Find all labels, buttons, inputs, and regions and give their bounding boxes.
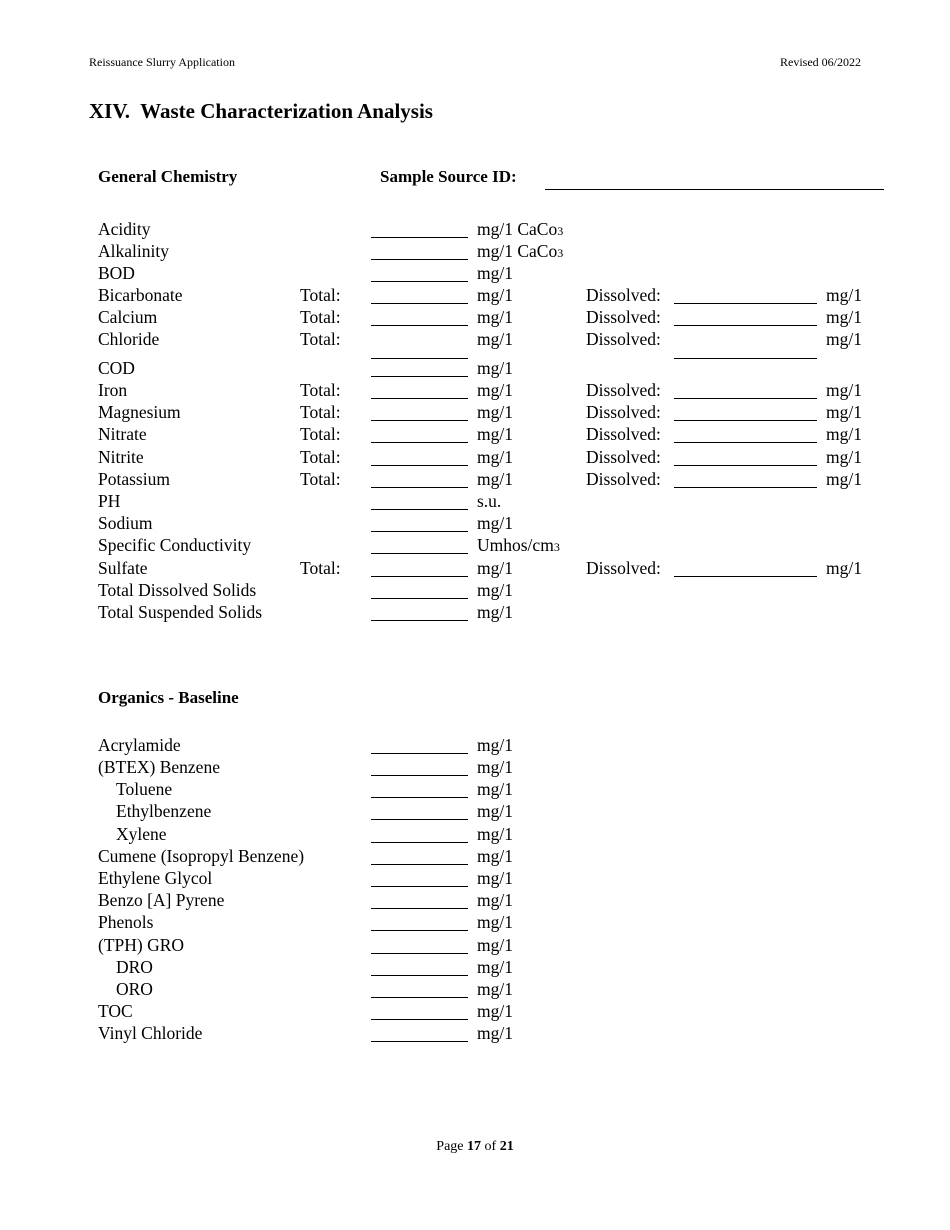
value-input[interactable]: [371, 513, 468, 532]
organics-heading: Organics - Baseline: [98, 688, 239, 707]
analyte-name: Total Dissolved Solids: [98, 580, 257, 600]
unit-label: [477, 801, 513, 822]
unit-text: mg/1: [477, 1001, 513, 1021]
analyte-name: Ethylbenzene: [116, 801, 212, 821]
unit-label: [477, 735, 513, 756]
unit-text: mg/1: [477, 263, 513, 283]
unit-label: [477, 535, 560, 556]
dissolved-label: Dissolved:: [586, 380, 661, 400]
dissolved-label: Dissolved:: [586, 402, 661, 422]
unit-subscript: 3: [553, 540, 560, 554]
analyte-row: [0, 912, 950, 934]
total-label: Total:: [300, 402, 341, 422]
analyte-name: BOD: [98, 263, 135, 283]
footer-of: of: [481, 1139, 500, 1154]
total-label: Total:: [300, 307, 341, 327]
unit-text: mg/1: [477, 358, 513, 378]
unit-text: mg/1: [477, 957, 513, 977]
dissolved-unit-label: mg/1: [826, 307, 862, 327]
analyte-name: Specific Conductivity: [98, 535, 252, 555]
analyte-row: [0, 358, 950, 380]
unit-label: [477, 580, 513, 601]
analyte-name: Acidity: [98, 219, 151, 239]
value-input[interactable]: [371, 779, 468, 798]
dissolved-value-input[interactable]: [674, 307, 817, 326]
dissolved-value-input[interactable]: [674, 447, 817, 466]
unit-label: [477, 307, 513, 328]
unit-text: mg/1: [477, 735, 513, 755]
total-label: Total:: [300, 285, 341, 305]
dissolved-label: Dissolved:: [586, 307, 661, 327]
analyte-row: [0, 890, 950, 912]
unit-text: mg/1: [477, 846, 513, 866]
analyte-name: Cumene (Isopropyl Benzene): [98, 846, 305, 866]
unit-label: [477, 824, 513, 845]
unit-text: mg/1: [477, 380, 513, 400]
dissolved-value-input[interactable]: [674, 380, 817, 399]
unit-text: mg/1: [477, 513, 513, 533]
analyte-row: [0, 1001, 950, 1023]
analyte-row: [0, 491, 950, 513]
dissolved-label: Dissolved:: [586, 558, 661, 578]
value-input[interactable]: [371, 285, 468, 304]
footer-total-pages: 21: [499, 1139, 514, 1154]
unit-label: [477, 912, 513, 933]
unit-label: [477, 757, 513, 778]
analyte-row: [0, 824, 950, 846]
analyte-row: [0, 219, 950, 241]
analyte-row: [0, 868, 950, 890]
unit-label: [477, 1001, 513, 1022]
dissolved-label: Dissolved:: [586, 447, 661, 467]
unit-label: [477, 263, 513, 284]
dissolved-value-input[interactable]: [674, 285, 817, 304]
dissolved-value-input[interactable]: [674, 469, 817, 488]
dissolved-unit-label: mg/1: [826, 285, 862, 305]
analyte-name: Vinyl Chloride: [98, 1023, 203, 1043]
analyte-row: [0, 329, 950, 351]
unit-label: [477, 979, 513, 1000]
value-input[interactable]: [371, 424, 468, 443]
dissolved-label: Dissolved:: [586, 329, 661, 349]
dissolved-label: Dissolved:: [586, 285, 661, 305]
analyte-row: [0, 580, 950, 602]
unit-text: mg/1: [477, 307, 513, 327]
value-input[interactable]: [371, 602, 468, 621]
footer-prefix: Page: [436, 1139, 468, 1154]
value-input[interactable]: [371, 757, 468, 776]
value-input[interactable]: [371, 340, 468, 359]
analyte-row: [0, 979, 950, 1001]
unit-text: mg/1: [477, 757, 513, 777]
unit-text: Umhos/cm: [477, 535, 554, 555]
page-title: XIV. Waste Characterization Analysis: [89, 99, 433, 123]
value-input[interactable]: [371, 846, 468, 865]
analyte-name: Ethylene Glycol: [98, 868, 213, 888]
unit-label: [477, 329, 513, 350]
analyte-name: Chloride: [98, 329, 160, 349]
unit-label: [477, 1023, 513, 1044]
analyte-name: Total Suspended Solids: [98, 602, 263, 622]
value-input[interactable]: [371, 801, 468, 820]
unit-text: mg/1: [477, 1023, 513, 1043]
unit-text: mg/1: [477, 602, 513, 622]
analyte-row: [0, 846, 950, 868]
total-label: Total:: [300, 447, 341, 467]
unit-label: [477, 868, 513, 889]
analyte-name: Calcium: [98, 307, 158, 327]
unit-label: [477, 424, 513, 445]
value-input[interactable]: [371, 735, 468, 754]
sample-source-field[interactable]: [545, 189, 884, 190]
value-input[interactable]: [371, 263, 468, 282]
analyte-name: Potassium: [98, 469, 170, 489]
analyte-name: Bicarbonate: [98, 285, 183, 305]
dissolved-unit-label: mg/1: [826, 424, 862, 444]
analyte-name: Xylene: [116, 824, 167, 844]
value-input[interactable]: [371, 491, 468, 510]
analyte-row: [0, 513, 950, 535]
analyte-name: (BTEX) Benzene: [98, 757, 220, 777]
analyte-name: Sodium: [98, 513, 153, 533]
unit-subscript: 3: [557, 224, 564, 238]
analyte-name: ORO: [116, 979, 153, 999]
unit-label: [477, 602, 513, 623]
analyte-name: Acrylamide: [98, 735, 181, 755]
unit-text: mg/1: [477, 779, 513, 799]
unit-label: [477, 890, 513, 911]
value-input[interactable]: [371, 979, 468, 998]
analyte-row: [0, 402, 950, 424]
unit-label: [477, 358, 513, 379]
analyte-row: [0, 447, 950, 469]
unit-text: mg/1: [477, 285, 513, 305]
unit-label: [477, 846, 513, 867]
dissolved-value-input[interactable]: [674, 402, 817, 421]
value-input[interactable]: [371, 358, 468, 377]
analyte-row: [0, 757, 950, 779]
unit-text: mg/1: [477, 824, 513, 844]
total-label: Total:: [300, 424, 341, 444]
analyte-row: [0, 263, 950, 285]
unit-label: [477, 402, 513, 423]
analyte-name: Toluene: [116, 779, 173, 799]
unit-text: s.u.: [477, 491, 502, 511]
total-label: Total:: [300, 380, 341, 400]
dissolved-label: Dissolved:: [586, 424, 661, 444]
dissolved-value-input[interactable]: [674, 340, 817, 359]
dissolved-value-input[interactable]: [674, 424, 817, 443]
unit-text: mg/1: [477, 580, 513, 600]
value-input[interactable]: [371, 241, 468, 260]
unit-text: mg/1: [477, 868, 513, 888]
analyte-name: (TPH) GRO: [98, 935, 185, 955]
dissolved-unit-label: mg/1: [826, 469, 862, 489]
value-input[interactable]: [371, 935, 468, 954]
value-input[interactable]: [371, 219, 468, 238]
dissolved-unit-label: mg/1: [826, 558, 862, 578]
header-left-text: Reissuance Slurry Application: [89, 55, 235, 69]
unit-text: mg/1: [477, 801, 513, 821]
dissolved-value-input[interactable]: [674, 558, 817, 577]
unit-label: [477, 558, 513, 579]
analyte-name: Benzo [A] Pyrene: [98, 890, 225, 910]
unit-text: mg/1: [477, 402, 513, 422]
total-label: Total:: [300, 329, 341, 349]
analyte-row: [0, 602, 950, 624]
analyte-name: Phenols: [98, 912, 154, 932]
analyte-row: [0, 424, 950, 446]
unit-text: mg/1: [477, 890, 513, 910]
analyte-row: [0, 1023, 950, 1045]
unit-label: [477, 219, 563, 240]
unit-text: mg/1: [477, 329, 513, 349]
header-revision-text: Revised 06/2022: [780, 55, 861, 69]
analyte-row: [0, 957, 950, 979]
analyte-name: Alkalinity: [98, 241, 169, 261]
unit-label: [477, 935, 513, 956]
unit-text: mg/1: [477, 935, 513, 955]
value-input[interactable]: [371, 558, 468, 577]
dissolved-unit-label: mg/1: [826, 329, 862, 349]
analyte-row: [0, 469, 950, 491]
analyte-row: [0, 558, 950, 580]
unit-text: mg/1 CaCo: [477, 241, 558, 261]
page-footer: [0, 1139, 950, 1155]
analyte-name: PH: [98, 491, 121, 511]
analyte-row: [0, 285, 950, 307]
analyte-row: [0, 307, 950, 329]
unit-label: [477, 513, 513, 534]
value-input[interactable]: [371, 402, 468, 421]
dissolved-unit-label: mg/1: [826, 402, 862, 422]
dissolved-unit-label: mg/1: [826, 447, 862, 467]
analyte-row: [0, 779, 950, 801]
value-input[interactable]: [371, 868, 468, 887]
unit-text: mg/1 CaCo: [477, 219, 558, 239]
analyte-row: [0, 535, 950, 557]
unit-label: [477, 447, 513, 468]
unit-label: [477, 285, 513, 306]
value-input[interactable]: [371, 535, 468, 554]
analyte-name: TOC: [98, 1001, 133, 1021]
analyte-row: [0, 241, 950, 263]
general-chemistry-heading: General Chemistry: [98, 167, 238, 186]
unit-label: [477, 779, 513, 800]
unit-label: [477, 380, 513, 401]
dissolved-label: Dissolved:: [586, 469, 661, 489]
total-label: Total:: [300, 469, 341, 489]
value-input[interactable]: [371, 580, 468, 599]
value-input[interactable]: [371, 957, 468, 976]
unit-subscript: 3: [557, 246, 564, 260]
value-input[interactable]: [371, 890, 468, 909]
unit-text: mg/1: [477, 979, 513, 999]
value-input[interactable]: [371, 1023, 468, 1042]
unit-text: mg/1: [477, 447, 513, 467]
unit-label: [477, 957, 513, 978]
value-input[interactable]: [371, 380, 468, 399]
value-input[interactable]: [371, 824, 468, 843]
analyte-row: [0, 935, 950, 957]
value-input[interactable]: [371, 307, 468, 326]
analyte-name: Iron: [98, 380, 128, 400]
unit-label: [477, 241, 563, 262]
analyte-name: DRO: [116, 957, 153, 977]
dissolved-unit-label: mg/1: [826, 380, 862, 400]
analyte-name: Magnesium: [98, 402, 181, 422]
unit-text: mg/1: [477, 469, 513, 489]
value-input[interactable]: [371, 1001, 468, 1020]
analyte-name: Nitrate: [98, 424, 147, 444]
analyte-row: [0, 801, 950, 823]
value-input[interactable]: [371, 469, 468, 488]
footer-page-number: 17: [467, 1139, 482, 1154]
analyte-name: Sulfate: [98, 558, 148, 578]
analyte-row: [0, 380, 950, 402]
sample-source-label: Sample Source ID:: [380, 167, 517, 186]
analyte-name: COD: [98, 358, 135, 378]
analyte-name: Nitrite: [98, 447, 144, 467]
total-label: Total:: [300, 558, 341, 578]
analyte-row: [0, 735, 950, 757]
unit-text: mg/1: [477, 558, 513, 578]
unit-text: mg/1: [477, 912, 513, 932]
value-input[interactable]: [371, 912, 468, 931]
unit-label: [477, 469, 513, 490]
unit-text: mg/1: [477, 424, 513, 444]
value-input[interactable]: [371, 447, 468, 466]
unit-label: [477, 491, 501, 512]
